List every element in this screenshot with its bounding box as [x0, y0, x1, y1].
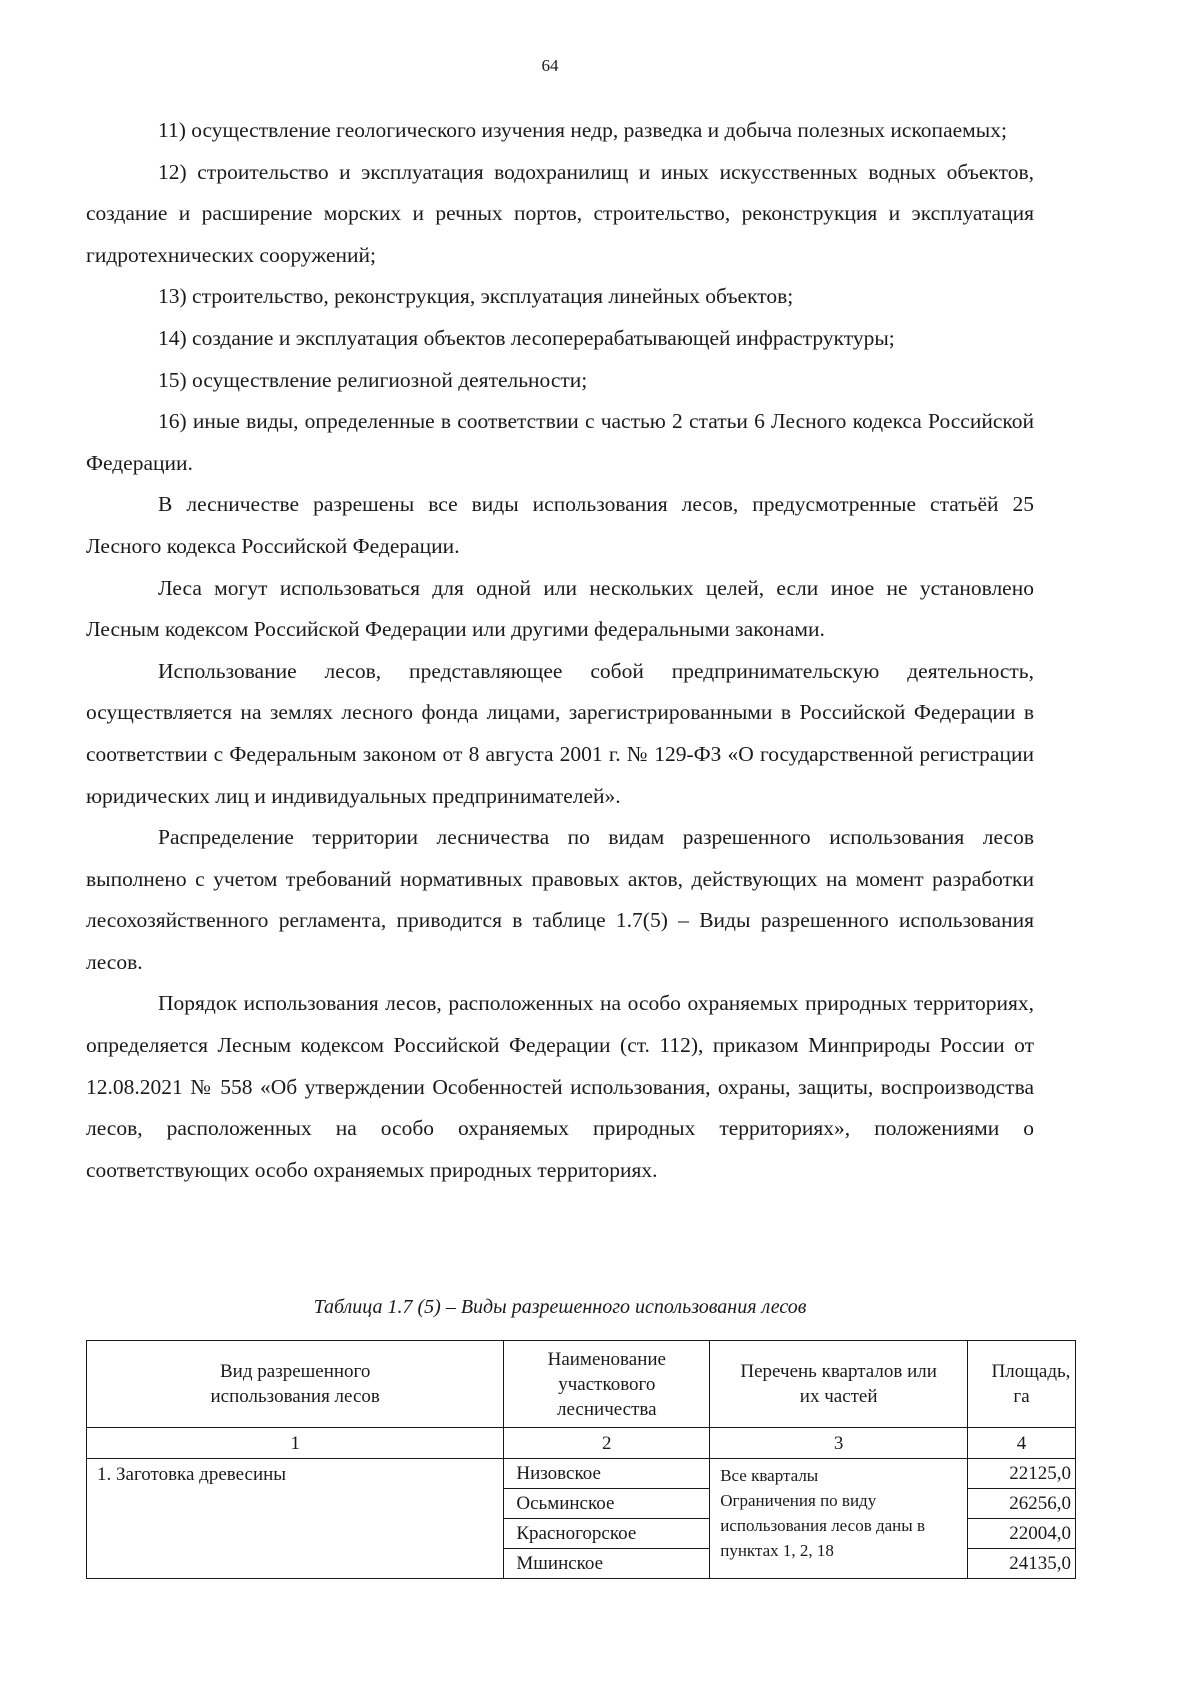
paragraph: 15) осуществление религиозной деятельности; [158, 367, 588, 392]
use-type-cell: 1. Заготовка древесины [87, 1459, 504, 1579]
table-row [87, 1459, 1076, 1489]
paragraph: 14) создание и эксплуатация объектов лесоперерабатывающей инфраструктуры; [158, 325, 895, 350]
column-number-row [87, 1428, 1076, 1459]
paragraph: Использование лесов, представляющее собой предпринимательскую деятельность, осуществляется на землях лесного фонда лицами, зарегистрированными в Российской Федерации в соответствии с Федеральным законом от 8 августа 2001 г. № 129-ФЗ «О государственной регистрации юридических лиц и индивидуальных предпринимателей». [86, 658, 1034, 808]
quarters-all: Все кварталы [720, 1466, 819, 1485]
forestry-name: Низовское [504, 1459, 710, 1489]
allowed-uses-table [86, 1340, 1076, 1579]
area-value: 26256,0 [968, 1489, 1076, 1519]
column-number: 3 [710, 1428, 968, 1459]
paragraph: Леса могут использоваться для одной или нескольких целей, если иное не установлено Лесным кодексом Российской Федерации или другими федеральными законами. [86, 575, 1034, 642]
paragraph: 13) строительство, реконструкция, эксплуатация линейных объектов; [158, 284, 794, 309]
page-number: 64 [541, 56, 559, 75]
area-value: 22004,0 [968, 1519, 1076, 1549]
column-header: Перечень кварталов или их частей [710, 1341, 968, 1428]
paragraph: Распределение территории лесничества по видам разрешенного использования лесов выполнено с учетом требований нормативных правовых актов, действующих на момент разработки лесохозяйственного регламента, приводится в таблице 1.7(5) – Виды разрешенного использования лесов. [86, 825, 1034, 974]
paragraph: 16) иные виды, определенные в соответствии с частью 2 статьи 6 Лесного кодекса Российской Федерации. [86, 409, 1034, 475]
document-body [86, 110, 1034, 1191]
quarters-restrictions: Ограничения по виду использования лесов даны в пунктах 1, 2, 18 [720, 1491, 925, 1560]
column-header: Наименование участкового лесничества [504, 1341, 710, 1428]
paragraph: Порядок использования лесов, расположенных на особо охраняемых природных территориях, определяется Лесным кодексом Российской Федерации (ст. 112), приказом Минприроды России от 12.08.2021 № 558 «Об утверждении Особенностей использования, охраны, защиты, воспроизводства лесов, расположенных на особо охраняемых природных территориях», положениями о соответствующих особо охраняемых природных территориях. [86, 991, 1034, 1182]
forestry-name: Мшинское [504, 1549, 710, 1579]
table-caption: Таблица 1.7 (5) – Виды разрешенного использования лесов [313, 1296, 807, 1318]
column-header: Вид разрешенного использования лесов [87, 1341, 504, 1428]
forestry-name: Красногорское [504, 1519, 710, 1549]
area-value: 24135,0 [968, 1549, 1076, 1579]
paragraph: 11) осуществление геологического изучения недр, разведка и добыча полезных ископаемых; [158, 118, 1007, 142]
area-value: 22125,0 [968, 1459, 1076, 1489]
paragraph: 12) строительство и эксплуатация водохранилищ и иных искусственных водных объектов, создание и расширение морских и речных портов, строительство, реконструкция и эксплуатация гидротехнических сооружений; [86, 159, 1034, 267]
quarters-cell [710, 1459, 968, 1579]
column-number: 2 [504, 1428, 710, 1459]
paragraph: В лесничестве разрешены все виды использования лесов, предусмотренные статьёй 25 Лесного кодекса Российской Федерации. [86, 492, 1034, 558]
forestry-name: Осьминское [504, 1489, 710, 1519]
column-header: Площадь, га [968, 1341, 1076, 1428]
table-header-row [87, 1341, 1076, 1428]
column-number: 4 [968, 1428, 1076, 1459]
column-number: 1 [87, 1428, 504, 1459]
